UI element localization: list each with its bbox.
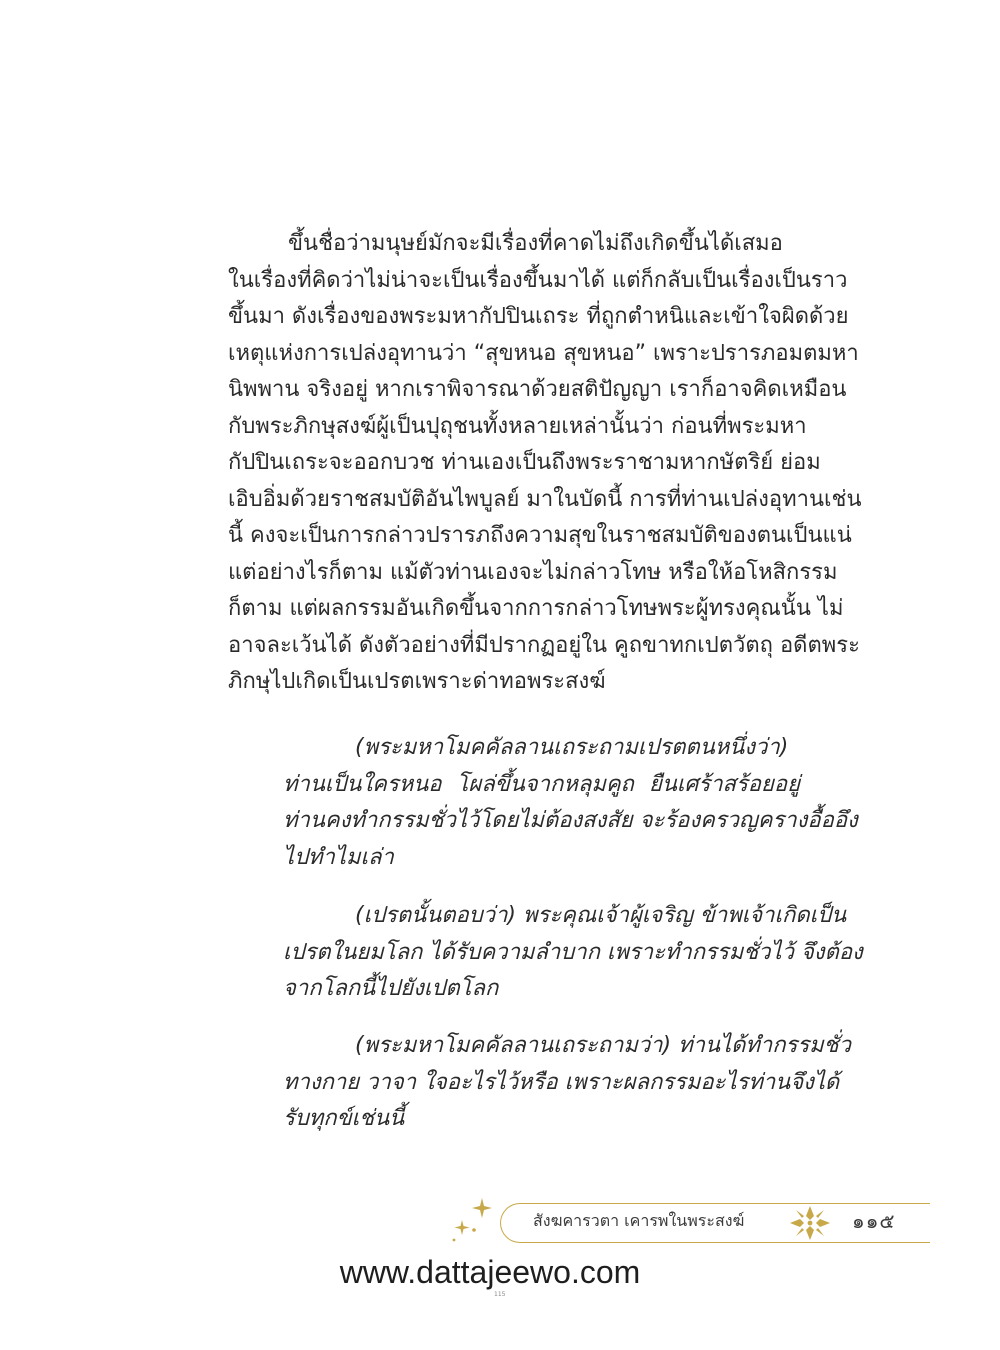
verse-line: (เปรตนั้นตอบว่า) พระคุณเจ้าผู้เจริญ ข้าพเจ้าเกิดเป็น bbox=[355, 903, 847, 928]
paragraph-line: กับพระภิกษุสงฆ์ผู้เป็นปุถุชนทั้งหลายเหล่านั้นว่า ก่อนที่พระมหา bbox=[228, 413, 807, 439]
paragraph-line: นิพพาน จริงอยู่ หากเราพิจารณาด้วยสติปัญญา เราก็อาจคิดเหมือน bbox=[228, 377, 847, 402]
verse-line: (พระมหาโมคคัลลานเถระถามเปรตตนหนึ่งว่า) bbox=[355, 735, 789, 760]
page-number: ๑๑๕ bbox=[852, 1209, 896, 1233]
website-watermark: www.dattajeewo.com bbox=[339, 1254, 641, 1290]
paragraph-line: ก็ตาม แต่ผลกรรมอันเกิดขึ้นจากการกล่าวโทษพระผู้ทรงคุณนั้น ไม่ bbox=[228, 596, 844, 621]
paragraph-line: ในเรื่องที่คิดว่าไม่น่าจะเป็นเรื่องขึ้นมาได้ แต่ก็กลับเป็นเรื่องเป็นราว bbox=[228, 267, 848, 293]
verse-block bbox=[283, 1028, 851, 1138]
body-paragraph bbox=[228, 226, 862, 701]
paragraph-line: อาจละเว้นได้ ดังตัวอย่างที่มีปรากฏอยู่ใน คูถขาทกเปตวัตถุ อดีตพระ bbox=[228, 632, 860, 658]
paragraph-line: ขึ้นมา ดังเรื่องของพระมหากัปปินเถระ ที่ถูกตำหนิและเข้าใจผิดด้วย bbox=[228, 304, 849, 329]
verse-line: ทางกาย วาจา ใจอะไรไว้หรือ เพราะผลกรรมอะไรท่านจึงได้ bbox=[283, 1069, 840, 1095]
verse-line: ไปทำไมเล่า bbox=[283, 844, 394, 870]
verse-line: จากโลกนี้ไปยังเปตโลก bbox=[283, 976, 499, 1001]
paragraph-line: ภิกษุไปเกิดเป็นเปรตเพราะด่าทอพระสงฆ์ bbox=[228, 669, 606, 694]
verse-line: ท่านคงทำกรรมชั่วไว้โดยไม่ต้องสงสัย จะร้องครวญครางอื้ออึง bbox=[283, 808, 858, 833]
paragraph-line: เอิบอิ่มด้วยราชสมบัติอันไพบูลย์ มาในบัดนี้ การที่ท่านเปล่งอุทานเช่น bbox=[228, 486, 862, 512]
sparkle-icon bbox=[448, 1196, 503, 1246]
paragraph-line: เหตุแห่งการเปล่งอุทานว่า “สุขหนอ สุขหนอ” เพราะปรารภอมตมหา bbox=[228, 340, 859, 366]
verse-line: (พระมหาโมคคัลลานเถระถามว่า) ท่านได้ทำกรรมชั่ว bbox=[355, 1033, 851, 1058]
paragraph-line: กัปปินเถระจะออกบวช ท่านเองเป็นถึงพระราชามหากษัตริย์ ย่อม bbox=[228, 450, 821, 475]
flower-ornament-icon bbox=[786, 1202, 834, 1244]
paragraph-line: ขึ้นชื่อว่ามนุษย์มักจะมีเรื่องที่คาดไม่ถึงเกิดขึ้นได้เสมอ bbox=[288, 231, 783, 256]
verse-line: เปรตในยมโลก ได้รับความลำบาก เพราะทำกรรมชั่วไว้ จึงต้อง bbox=[283, 939, 863, 965]
footer-book-title: สังฆคารวตา เคารพในพระสงฆ์ bbox=[533, 1211, 745, 1230]
small-page-number: 115 bbox=[494, 1291, 506, 1298]
verse-line: รับทุกข์เช่นนี้ bbox=[283, 1106, 405, 1131]
paragraph-line: นี้ คงจะเป็นการกล่าวปรารภถึงความสุขในราชสมบัติของตนเป็นแน่ bbox=[228, 523, 852, 548]
verse-block bbox=[283, 898, 863, 1008]
paragraph-line: แต่อย่างไรก็ตาม แม้ตัวท่านเองจะไม่กล่าวโทษ หรือให้อโหสิกรรม bbox=[228, 559, 838, 585]
verse-line: ท่านเป็นใครหนอ โผล่ขึ้นจากหลุมคูถ ยืนเศร้าสร้อยอยู่ bbox=[283, 771, 800, 797]
verse-block bbox=[283, 730, 858, 876]
